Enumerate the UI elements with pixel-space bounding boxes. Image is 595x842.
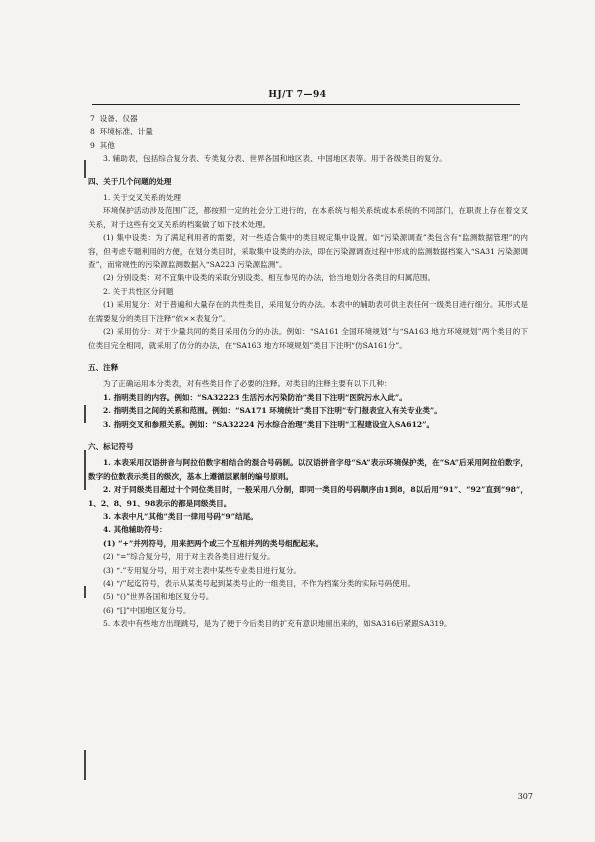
paragraph: 为了正确运用本分类表，对有些类目作了必要的注释。对类目的注释主要有以下几种： [103,379,392,389]
annotation-item: 1. 指明类目的内容。例如：“SA32223 生活污水污染防治”类目下注明“医院污水入此”。 [103,392,407,402]
list-item: 9 其他 [90,140,115,150]
paragraph: 4. 其他辅助符号： [103,525,167,535]
document-body [88,112,528,631]
scan-artifact [84,450,86,490]
paragraph: 2. 对于同级类目超过十个同位类目时，一般采用八分制，即同一类目的号码顺序由1到8，8以后用“91”、“92”直到“98”，1、2、8、91、98表示的都是同级类目。 [88,485,528,508]
paragraph: (2) 分别设类：对不宜集中设类的采取分别设类、相互参见的办法，恰当地划分各类目的归属范围。 [103,273,436,283]
header-rule [92,104,520,105]
symbol-item: (6) “[]”中国地区复分号。 [103,605,191,615]
symbol-item: (1) “+”并列符号，用来把两个或三个互相并列的类号组配起来。 [103,538,324,548]
annotation-item: 3. 指明交叉和参照关系。例如：“SA32224 污水综合治理”类目下注明“工程建设宜入SA612”。 [103,419,435,429]
symbol-item: (4) “/”起迄符号，表示从某类号起到某类号止的一组类目，不作为档案分类的实际号码使用。 [103,579,416,588]
paragraph: 环境保护活动涉及范围广泛，都按照一定的社会分工进行的，在本系统与相关系统或本系统的不同部门，在职责上存在着交叉关系，对于这些有交叉关系的档案做了如下技术处理。 [88,206,528,229]
paragraph: (1) 采用复分：对于普遍和大量存在的共性类目，采用复分的办法。本表中的辅助表可供主表任何一级类目进行细分。其形式是在需要复分的类目下注释“依××表复分”。 [88,300,528,323]
symbol-item: (2) “=”综合复分号，用于对主表各类目进行复分。 [103,552,275,562]
page-number: 307 [517,792,533,801]
section-heading: 四、关于几个问题的处理 [88,176,172,186]
paragraph: 1. 本表采用汉语拼音与阿拉伯数字相结合的混合号码制。以汉语拼音字母“SA”表示环境保护类，在“SA”后采用阿拉伯数字，数字的位数表示类目的级次，基本上遵循层累制的编号原则。 [88,458,528,481]
standard-code-header: HJ/T 7—94 [268,90,327,100]
paragraph: 3. 本表中凡“其他”类目一律用号码“9”结尾。 [103,511,258,521]
paragraph: 5. 本表中有些地方出现跳号，是为了便于今后类目的扩充有意识地留出来的，如SA316后紧跟SA319。 [103,619,452,629]
annotation-item: 2. 指明类目之间的关系和范围。例如：“SA171 环境统计”类目下注明“专门报表宜入有关专业类”。 [103,406,442,416]
paragraph: 3. 辅助表，包括综合复分表、专类复分表、世界各国和地区表、中国地区表等。用于各级类目的复分。 [103,154,447,164]
scan-artifact [84,405,86,423]
scan-artifact [84,160,86,178]
paragraph: (2) 采用仿分：对于少量共同的类目采用仿分的办法。例如：“SA161 全国环境规划”与“SA163 地方环境规划”两个类目的下位类目完全相同，就采用了仿分的办法，在“SA163 地方环境规划”类目下注明“仿SA161分”。 [88,327,528,350]
scan-artifact [84,586,86,598]
list-item: 8 环境标准、计量 [90,127,153,137]
section-heading: 六、标记符号 [88,441,134,451]
symbol-item: (3) “.”专用复分号，用于对主表中某些专业类目进行复分。 [103,565,302,575]
subsection-title: 2. 关于共性区分问题 [103,286,174,296]
list-item: 7 设备、仪器 [90,114,138,123]
symbol-item: (5) “()”世界各国和地区复分号。 [103,592,214,602]
subsection-title: 1. 关于交叉关系的处理 [103,193,182,203]
section-heading: 五、注释 [88,362,119,372]
paragraph: (1) 集中设类：为了满足利用者的需要，对一些适合集中的类目规定集中设置。如“污染源调查”类包含有“监测数据管理”的内容，但考虑专题利用的方便，在划分类目时，采取集中设类的办法，即在污染源调查过程中形成的监测数据档案入“SA31 污染源调查”，而常规性的污染源监测数据入“SA223 污染源监测”。 [88,233,528,270]
scan-artifact [84,750,86,780]
